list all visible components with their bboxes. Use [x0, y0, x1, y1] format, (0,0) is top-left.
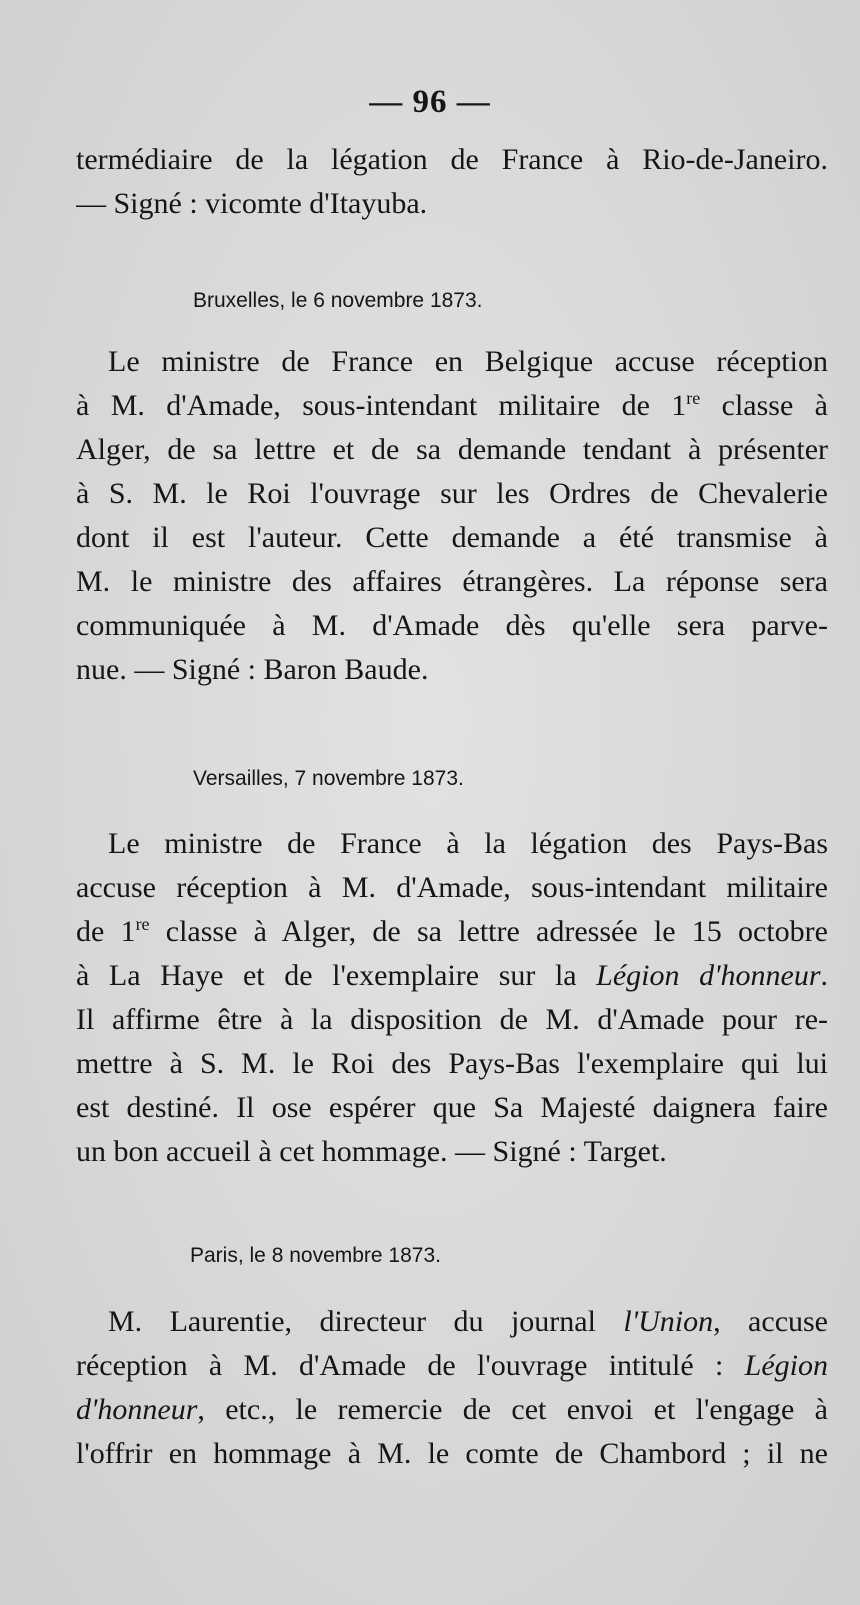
dateline-versailles: Versailles, 7 novembre 1873. [193, 767, 464, 790]
text-line: à M. d'Amade, sous-intendant militaire de 1re classe à [76, 388, 828, 422]
text-line: — Signé : vicomte d'Itayuba. [76, 187, 428, 220]
dateline-paris: Paris, le 8 novembre 1873. [190, 1244, 441, 1267]
text-line: Alger, de sa lettre et de sa demande tendant à présenter [76, 433, 828, 466]
page-number: — 96 — [369, 84, 491, 120]
text-line: dont il est l'auteur. Cette demande a été transmise à [76, 521, 828, 554]
text-line: mettre à S. M. le Roi des Pays-Bas l'exemplaire qui lui [76, 1047, 828, 1080]
text-line: à La Haye et de l'exemplaire sur la Légion d'honneur. [76, 959, 828, 992]
text-line: un bon accueil à cet hommage. — Signé : Target. [76, 1135, 667, 1168]
text-line: est destiné. Il ose espérer que Sa Majesté daignera faire [76, 1091, 828, 1124]
text-line: Il affirme être à la disposition de M. d'Amade pour re- [76, 1003, 828, 1036]
text-line: de 1re classe à Alger, de sa lettre adressée le 15 octobre [76, 914, 828, 948]
text-line: Le ministre de France en Belgique accuse réception [108, 345, 828, 378]
text-line: l'offrir en hommage à M. le comte de Chambord ; il ne [76, 1437, 828, 1470]
text-line: réception à M. d'Amade de l'ouvrage intitulé : Légion [76, 1349, 828, 1382]
text-line: communiquée à M. d'Amade dès qu'elle sera parve- [76, 609, 828, 642]
text-line: à S. M. le Roi l'ouvrage sur les Ordres de Chevalerie [76, 477, 828, 510]
text-line: Le ministre de France à la légation des Pays-Bas [108, 827, 828, 860]
dateline-bruxelles: Bruxelles, le 6 novembre 1873. [193, 289, 483, 312]
text-line: termédiaire de la légation de France à Rio-de-Janeiro. [76, 143, 828, 176]
text-line: M. le ministre des affaires étrangères. La réponse sera [76, 565, 828, 598]
text-line: M. Laurentie, directeur du journal l'Union, accuse [108, 1305, 828, 1338]
text-line: accuse réception à M. d'Amade, sous-intendant militaire [76, 871, 828, 904]
text-line: d'honneur, etc., le remercie de cet envoi et l'engage à [76, 1393, 828, 1426]
text-line: nue. — Signé : Baron Baude. [76, 653, 429, 686]
